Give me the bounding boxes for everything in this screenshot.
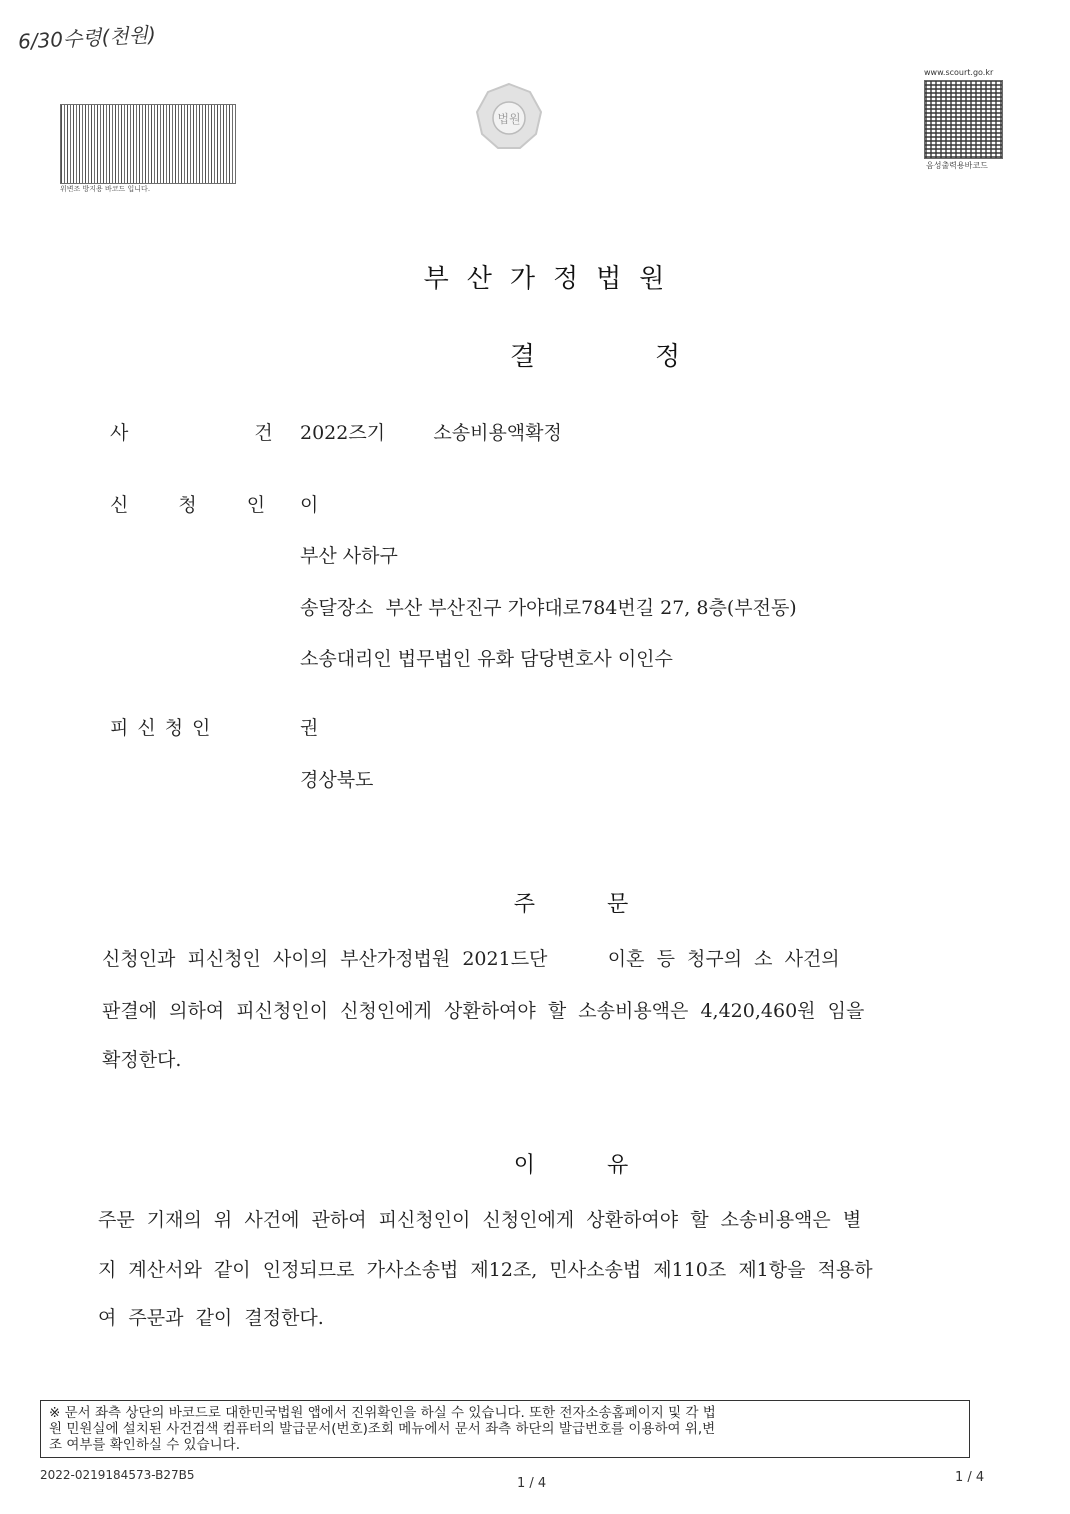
reason-line-2: 지 계산서와 같이 인정되므로 가사소송법 제12조, 민사소송법 제110조 제1항을 적용하 [98, 1259, 873, 1281]
field-label-respondent: 피신청인 [110, 717, 220, 739]
applicant-service-address: 송달장소 부산 부산진구 가야대로784번길 27, 8층(부전동) [300, 597, 797, 619]
voice-output-barcode [924, 80, 1003, 159]
page-number-center: 1 / 4 [517, 1476, 547, 1491]
applicant-address: 부산 사하구 [300, 545, 398, 567]
qr-caption: 음성출력용바코드 [926, 161, 988, 170]
field-label-case: 사 건 [110, 422, 333, 444]
reason-line-3: 여 주문과 같이 결정한다. [98, 1307, 324, 1329]
page-number-right: 1 / 4 [955, 1470, 985, 1485]
respondent-address: 경상북도 [300, 769, 374, 791]
field-value-case: 2022즈기 소송비용액확정 [300, 422, 562, 444]
barcode-caption: 위변조 방지용 바코드 입니다. [60, 185, 151, 193]
scourt-url: www.scourt.go.kr [924, 68, 994, 77]
reason-line-1: 주문 기재의 위 사건에 관하여 피신청인이 신청인에게 상환하여야 할 소송비용액은 별 [98, 1209, 862, 1231]
seal-text: 법원 [497, 112, 521, 126]
notice-line-3: 조 여부를 확인하실 수 있습니다. [49, 1437, 240, 1453]
applicant-name: 이 [300, 494, 319, 516]
respondent-name: 권 [300, 717, 319, 739]
order-line-2: 판결에 의하여 피신청인이 신청인에게 상환하여야 할 소송비용액은 4,420,460원 임을 [102, 1000, 865, 1022]
handwritten-note: 6/30수령(천원) [17, 22, 157, 54]
issue-number: 2022-0219184573-B27B5 [40, 1468, 195, 1482]
order-heading: 주문 [513, 892, 701, 917]
order-line-3: 확정한다. [102, 1049, 182, 1071]
applicant-attorney: 소송대리인 법무법인 유화 담당변호사 이인수 [300, 648, 673, 670]
court-seal-icon [474, 82, 544, 152]
order-line-1: 신청인과 피신청인 사이의 부산가정법원 2021드단 이혼 등 청구의 소 사건의 [102, 948, 840, 970]
court-name: 부산가정법원 [423, 264, 683, 294]
notice-line-2: 원 민원실에 설치된 사건검색 컴퓨터의 발급문서(번호)조회 메뉴에서 문서 좌측 하단의 발급번호를 이용하여 위,변 [49, 1421, 716, 1437]
verification-notice [40, 1400, 970, 1458]
reason-heading: 이유 [513, 1153, 701, 1178]
document-title: 결정 [509, 342, 801, 372]
notice-line-1: ※ 문서 좌측 상단의 바코드로 대한민국법원 앱에서 진위확인을 하실 수 있습니다. 또한 전자소송홈페이지 및 각 법 [49, 1405, 716, 1421]
field-label-applicant: 신 청 인 [110, 494, 288, 516]
verification-barcode [60, 104, 236, 184]
